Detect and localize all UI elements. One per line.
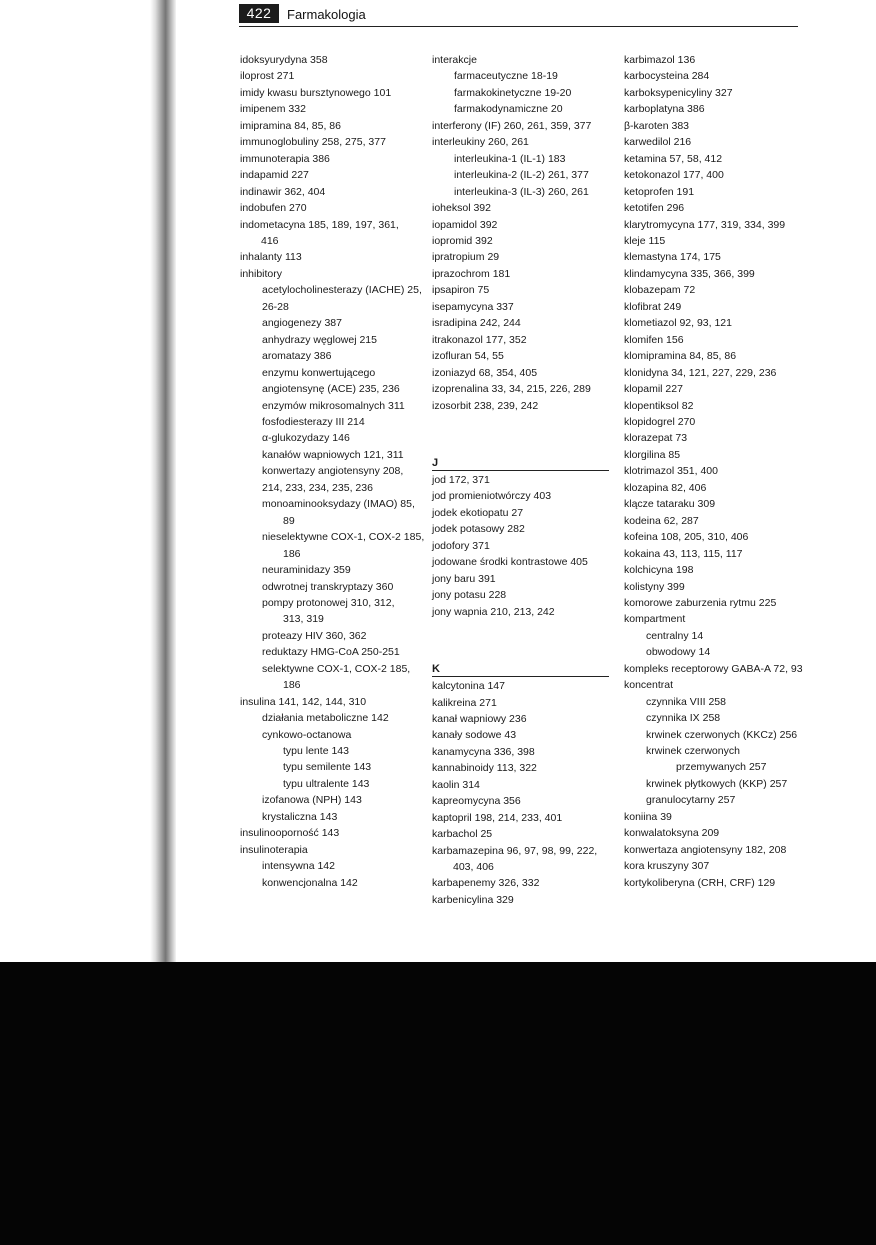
index-entry: reduktazy HMG-CoA 250-251 — [262, 646, 400, 659]
index-entry: inhibitory — [240, 267, 283, 280]
index-entry: krwinek czerwonych (KKCz) 256 — [646, 728, 798, 741]
page-header — [239, 4, 798, 27]
index-entry: indobufen 270 — [240, 202, 307, 215]
index-entry: isradipina 242, 244 — [432, 317, 521, 330]
index-entry: klonidyna 34, 121, 227, 229, 236 — [624, 366, 777, 379]
index-entry: monoaminooksydazy (IMAO) 85, — [262, 498, 415, 511]
section-spacer — [432, 414, 610, 452]
index-entry: imipenem 332 — [240, 103, 306, 116]
index-entry: obwodowy 14 — [646, 646, 711, 659]
index-entry: farmakodynamiczne 20 — [454, 103, 563, 116]
index-entry: fosfodiesterazy III 214 — [262, 415, 365, 428]
index-entry: kora kruszyny 307 — [624, 860, 710, 873]
index-entry: koncentrat — [624, 679, 674, 692]
index-entry: ioheksol 392 — [432, 202, 491, 215]
index-entry: itrakonazol 177, 352 — [432, 333, 527, 346]
index-entry: klopamil 227 — [624, 383, 683, 396]
index-entry: immunoterapia 386 — [240, 152, 330, 165]
index-entry: karbamazepina 96, 97, 98, 99, 222, — [432, 844, 598, 857]
index-entry: ipsapiron 75 — [432, 284, 490, 297]
index-entry: odwrotnej transkryptazy 360 — [262, 580, 394, 593]
index-entry: interakcje — [432, 54, 477, 66]
index-entry: 186 — [283, 547, 301, 560]
index-entry: ketoprofen 191 — [624, 185, 695, 198]
index-entry: kalikreina 271 — [432, 696, 497, 709]
index-entry: kompartment — [624, 613, 686, 626]
index-entry: jodek potasowy 282 — [432, 523, 525, 536]
index-entry: 403, 406 — [453, 861, 494, 874]
index-entry: enzymów mikrosomalnych 311 — [262, 399, 405, 412]
index-entry: karboplatyna 386 — [624, 103, 705, 116]
index-entry: klopentiksol 82 — [624, 399, 694, 412]
index-entry: klobazepam 72 — [624, 284, 696, 297]
index-entry: konwalatoksyna 209 — [624, 827, 720, 840]
index-entry: karbachol 25 — [432, 828, 493, 841]
index-entry: iloprost 271 — [240, 70, 295, 83]
index-entry: indinawir 362, 404 — [240, 185, 326, 198]
index-entry: β-karoten 383 — [624, 119, 689, 132]
index-entry: interleukina-3 (IL-3) 260, 261 — [454, 185, 589, 198]
index-entry: konwencjonalna 142 — [262, 876, 358, 889]
index-entry: czynnika VIII 258 — [646, 695, 726, 708]
index-letter-heading: J — [432, 452, 609, 471]
index-entry: ipratropium 29 — [432, 251, 500, 264]
index-entry: interleukiny 260, 261 — [432, 136, 529, 149]
index-entry: idoksyurydyna 358 — [240, 54, 328, 66]
index-entry: karbocysteina 284 — [624, 70, 710, 83]
index-entry: nieselektywne COX-1, COX-2 185, — [262, 531, 425, 544]
index-entry: typu lente 143 — [283, 745, 349, 758]
index-entry: kleje 115 — [624, 234, 666, 247]
index-entry: insulinooporność 143 — [240, 827, 340, 840]
index-entry: insulina 141, 142, 144, 310 — [240, 695, 367, 708]
index-entry: 26-28 — [262, 300, 289, 313]
index-entry: izofluran 54, 55 — [432, 350, 504, 363]
index-entry: indapamid 227 — [240, 169, 309, 182]
index-entry: klomifen 156 — [624, 333, 684, 346]
index-entry: isepamycyna 337 — [432, 300, 514, 313]
index-entry: koniina 39 — [624, 810, 672, 823]
index-entry: przemywanych 257 — [676, 761, 767, 774]
scan-dark-border — [0, 962, 876, 1245]
page-number: 422 — [239, 4, 279, 23]
index-entry: granulocytarny 257 — [646, 794, 736, 807]
index-entry: klemastyna 174, 175 — [624, 251, 721, 264]
running-title: Farmakologia — [287, 7, 366, 22]
index-entry: konwertazy angiotensyny 208, — [262, 465, 404, 478]
index-entry: kompleks receptorowy GABA-A 72, 93 — [624, 662, 803, 675]
index-entry: klomipramina 84, 85, 86 — [624, 350, 737, 363]
index-entry: działania metaboliczne 142 — [262, 712, 389, 725]
index-entry: interferony (IF) 260, 261, 359, 377 — [432, 119, 592, 132]
index-entry: typu semilente 143 — [283, 761, 372, 774]
index-entry: iopamidol 392 — [432, 218, 498, 231]
index-entry: enzymu konwertującego — [262, 366, 376, 379]
index-entry: kortykoliberyna (CRH, CRF) 129 — [624, 876, 776, 889]
index-entry: klorazepat 73 — [624, 432, 688, 445]
index-entry: czynnika IX 258 — [646, 712, 721, 725]
index-entry: izoprenalina 33, 34, 215, 226, 289 — [432, 383, 591, 396]
index-entry: klorgilina 85 — [624, 448, 681, 461]
index-entry: kanałów wapniowych 121, 311 — [262, 448, 404, 461]
index-entry: klometiazol 92, 93, 121 — [624, 317, 732, 330]
index-entry: klozapina 82, 406 — [624, 481, 707, 494]
index-entry: krystaliczna 143 — [262, 810, 338, 823]
index-letter-heading: K — [432, 658, 609, 677]
index-entry: insulinoterapia — [240, 843, 308, 856]
index-entry: jod 172, 371 — [432, 473, 490, 486]
index-entry: jony wapnia 210, 213, 242 — [432, 605, 555, 618]
section-spacer — [432, 620, 610, 658]
index-entry: kalcytonina 147 — [432, 680, 505, 693]
index-entry: kanały sodowe 43 — [432, 729, 517, 742]
index-entry: klącze tataraku 309 — [624, 498, 716, 511]
index-entry: krwinek czerwonych — [646, 745, 740, 758]
index-entry: kofeina 108, 205, 310, 406 — [624, 531, 749, 544]
index-entry: karbimazol 136 — [624, 54, 696, 66]
index-entry: konwertaza angiotensyny 182, 208 — [624, 843, 787, 856]
index-entry: ketamina 57, 58, 412 — [624, 152, 723, 165]
index-entry: kaptopril 198, 214, 233, 401 — [432, 811, 563, 824]
index-entry: interleukina-1 (IL-1) 183 — [454, 152, 566, 165]
index-entry: 214, 233, 234, 235, 236 — [262, 481, 373, 494]
index-entry: inhalanty 113 — [240, 251, 302, 264]
index-entry: kaolin 314 — [432, 778, 480, 791]
index-entry: kanał wapniowy 236 — [432, 712, 527, 725]
index-entry: iopromid 392 — [432, 234, 493, 247]
index-entry: interleukina-2 (IL-2) 261, 377 — [454, 169, 589, 182]
index-column-2 — [432, 52, 610, 908]
index-entry: centralny 14 — [646, 629, 704, 642]
index-entry: klotrimazol 351, 400 — [624, 465, 718, 478]
index-entry: farmakokinetyczne 19-20 — [454, 86, 572, 99]
index-entry: 416 — [261, 234, 279, 247]
index-entry: komorowe zaburzenia rytmu 225 — [624, 596, 777, 609]
index-entry: typu ultralente 143 — [283, 777, 370, 790]
index-entry: ketotifen 296 — [624, 202, 685, 215]
index-entry: karbenicylina 329 — [432, 893, 514, 906]
index-entry: jodek ekotiopatu 27 — [432, 506, 524, 519]
index-entry: 89 — [283, 514, 295, 527]
index-entry: jodofory 371 — [432, 539, 490, 552]
index-entry: jod promieniotwórczy 403 — [432, 490, 552, 503]
index-entry: kannabinoidy 113, 322 — [432, 762, 537, 775]
index-entry: cynkowo-octanowa — [262, 728, 352, 741]
index-entry: anhydrazy węglowej 215 — [262, 333, 377, 346]
index-entry: indometacyna 185, 189, 197, 361, — [240, 218, 399, 231]
index-entry: karboksypenicyliny 327 — [624, 86, 733, 99]
index-entry: izofanowa (NPH) 143 — [262, 794, 362, 807]
index-entry: neuraminidazy 359 — [262, 564, 351, 577]
index-entry: ketokonazol 177, 400 — [624, 169, 724, 182]
index-entry: aromatazy 386 — [262, 350, 332, 363]
index-entry: klofibrat 249 — [624, 300, 682, 313]
index-entry: jony baru 391 — [432, 572, 496, 585]
index-entry: α-glukozydazy 146 — [262, 432, 350, 445]
index-entry: immunoglobuliny 258, 275, 377 — [240, 136, 386, 149]
index-entry: klindamycyna 335, 366, 399 — [624, 267, 755, 280]
index-entry: proteazy HIV 360, 362 — [262, 629, 367, 642]
index-entry: acetylocholinesterazy (IACHE) 25, — [262, 284, 422, 297]
book-gutter-shadow — [150, 0, 176, 968]
index-entry: intensywna 142 — [262, 860, 335, 873]
index-entry: izoniazyd 68, 354, 405 — [432, 366, 538, 379]
index-column-3 — [624, 52, 804, 891]
index-entry: klarytromycyna 177, 319, 334, 399 — [624, 218, 786, 231]
index-entry: kolchicyna 198 — [624, 564, 694, 577]
index-entry: 313, 319 — [283, 613, 324, 626]
index-entry: angiotensynę (ACE) 235, 236 — [262, 383, 400, 396]
index-entry: imidy kwasu bursztynowego 101 — [240, 86, 392, 99]
index-entry: kapreomycyna 356 — [432, 795, 521, 808]
index-entry: klopidogrel 270 — [624, 415, 696, 428]
index-entry: farmaceutyczne 18-19 — [454, 70, 558, 83]
index-entry: 186 — [283, 679, 301, 692]
index-entry: iprazochrom 181 — [432, 267, 511, 280]
index-entry: pompy protonowej 310, 312, — [262, 596, 395, 609]
index-entry: kodeina 62, 287 — [624, 514, 699, 527]
index-entry: selektywne COX-1, COX-2 185, — [262, 662, 411, 675]
index-entry: karbapenemy 326, 332 — [432, 877, 540, 890]
index-entry: kokaina 43, 113, 115, 117 — [624, 547, 743, 560]
index-entry: jony potasu 228 — [432, 589, 507, 602]
index-column-1 — [240, 52, 425, 891]
index-entry: kolistyny 399 — [624, 580, 685, 593]
index-entry: krwinek płytkowych (KKP) 257 — [646, 777, 788, 790]
index-entry: angiogenezy 387 — [262, 317, 342, 330]
index-entry: izosorbit 238, 239, 242 — [432, 399, 539, 412]
index-entry: karwedilol 216 — [624, 136, 692, 149]
index-entry: jodowane środki kontrastowe 405 — [432, 556, 588, 569]
index-entry: imipramina 84, 85, 86 — [240, 119, 341, 132]
index-entry: kanamycyna 336, 398 — [432, 745, 535, 758]
